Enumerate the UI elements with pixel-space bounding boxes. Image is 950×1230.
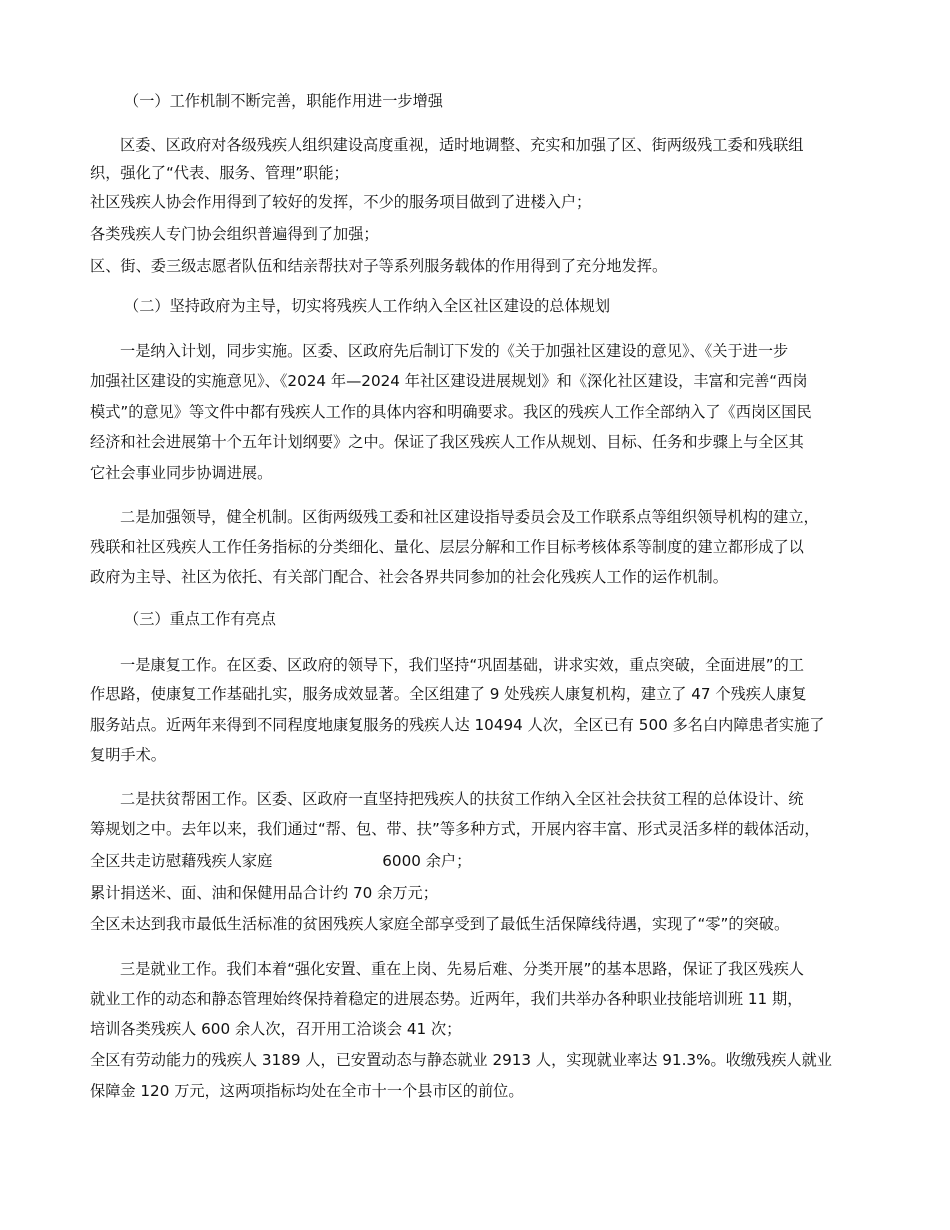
list-item-value: 6000 余户；	[382, 852, 472, 870]
paragraph-line: 二是扶贫帮困工作。区委、区政府一直坚持把残疾人的扶贫工作纳入全区社会扶贫工程的总体设计、统	[120, 790, 804, 808]
paragraph-line: 二是加强领导，健全机制。区街两级残工委和社区建设指导委员会及工作联系点等组织领导机构的建立，	[120, 508, 819, 526]
list-item: 各类残疾人专门协会组织普遍得到了加强；	[90, 225, 379, 243]
section-heading-2: （二）坚持政府为主导，切实将残疾人工作纳入全区社区建设的总体规划	[124, 297, 610, 315]
paragraph-line: 政府为主导、社区为依托、有关部门配合、社会各界共同参加的社会化残疾人工作的运作机制。	[90, 568, 728, 586]
list-item: 社区残疾人协会作用得到了较好的发挥，不少的服务项目做到了进楼入户；	[90, 193, 592, 211]
paragraph-line: 一是纳入计划，同步实施。区委、区政府先后制订下发的《关于加强社区建设的意见》、《关于进一步	[120, 342, 789, 360]
paragraph-line: 保障金 120 万元，这两项指标均处在全市十一个县市区的前位。	[90, 1082, 524, 1100]
paragraph-line: 它社会事业同步协调进展。	[90, 464, 273, 482]
list-item-text: 全区共走访慰藉残疾人家庭	[90, 852, 273, 870]
list-item	[90, 851, 471, 871]
list-item: 区、街、委三级志愿者队伍和结亲帮扶对子等系列服务载体的作用得到了充分地发挥。	[90, 257, 668, 275]
list-item: 全区未达到我市最低生活标准的贫困残疾人家庭全部享受到了最低生活保障线待遇，实现了“零”的突破。	[90, 915, 790, 933]
paragraph-line: 织，强化了“代表、服务、管理”职能；	[90, 164, 349, 182]
paragraph-line: 全区有劳动能力的残疾人 3189 人，已安置动态与静态就业 2913 人，实现就业率达 91.3%。收缴残疾人就业	[90, 1051, 832, 1069]
section-heading-3: （三）重点工作有亮点	[124, 610, 276, 628]
paragraph-line: 培训各类残疾人 600 余人次，召开用工洽谈会 41 次；	[90, 1020, 462, 1038]
paragraph-line: 加强社区建设的实施意见》、《2024 年—2024 年社区建设进展规划》和《深化社区建设，丰富和完善“西岗	[90, 372, 808, 390]
list-item: 累计捐送米、面、油和保健用品合计约 70 余万元；	[90, 884, 438, 902]
paragraph-line: 一是康复工作。在区委、区政府的领导下，我们坚持“巩固基础，讲求实效，重点突破，全面进展”的工	[120, 656, 804, 674]
paragraph-line: 服务站点。近两年来得到不同程度地康复服务的残疾人达 10494 人次，全区已有 500 多名白内障患者实施了	[90, 716, 825, 734]
paragraph-line: 作思路，使康复工作基础扎实，服务成效显著。全区组建了 9 处残疾人康复机构，建立了 47 个残疾人康复	[90, 685, 807, 703]
paragraph-line: 区委、区政府对各级残疾人组织建设高度重视，适时地调整、充实和加强了区、街两级残工委和残联组	[120, 136, 804, 154]
paragraph-line: 筹规划之中。去年以来，我们通过“帮、包、带、扶”等多种方式，开展内容丰富、形式灵活多样的载体活动，	[90, 820, 820, 838]
paragraph-line: 三是就业工作。我们本着“强化安置、重在上岗、先易后难、分类开展”的基本思路，保证了我区残疾人	[120, 960, 804, 978]
paragraph-line: 经济和社会进展第十个五年计划纲要》之中。保证了我区残疾人工作从规划、目标、任务和步骤上与全区其	[90, 433, 804, 451]
paragraph-line: 残联和社区残疾人工作任务指标的分类细化、量化、层层分解和工作目标考核体系等制度的建立都形成了以	[90, 538, 804, 556]
paragraph-line: 就业工作的动态和静态管理始终保持着稳定的进展态势。近两年，我们共举办各种职业技能培训班 11 期，	[90, 990, 803, 1008]
paragraph-line: 复明手术。	[90, 746, 166, 764]
paragraph-line: 模式”的意见》等文件中都有残疾人工作的具体内容和明确要求。我区的残疾人工作全部纳入了《西岗区国民	[90, 403, 812, 421]
section-heading-1: （一）工作机制不断完善，职能作用进一步增强	[124, 92, 443, 110]
